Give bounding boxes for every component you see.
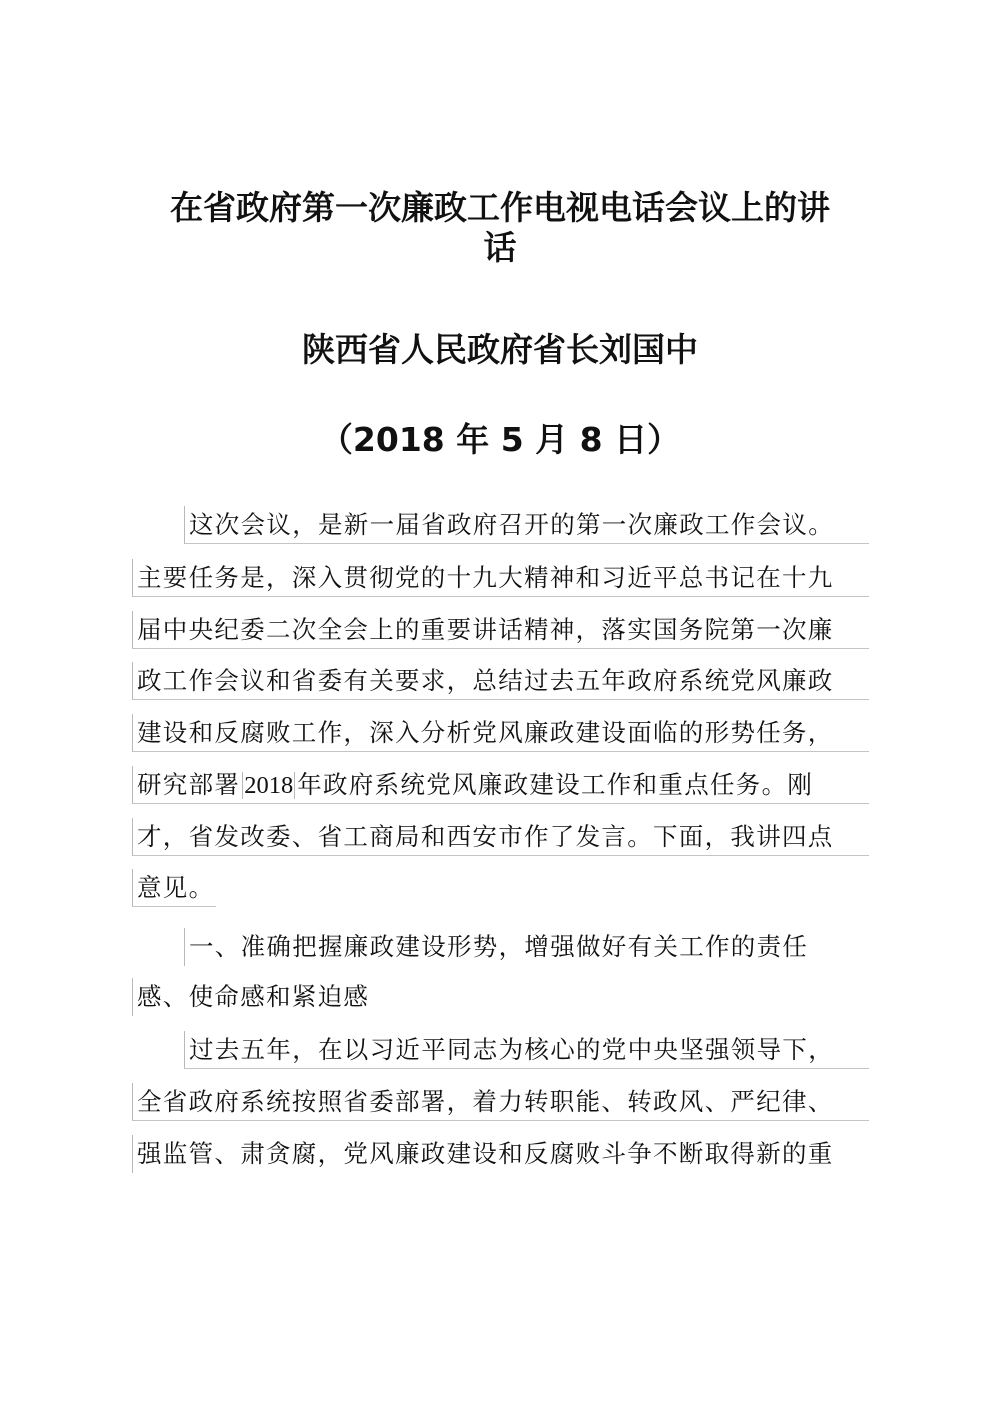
document-title-line2: 话 [483, 228, 517, 267]
paragraph1-line [132, 766, 869, 804]
document-author: 陕西省人民政府省长刘国中 [302, 330, 698, 369]
paragraph2-line: 强监管、肃贪腐，党风廉政建设和反腐败斗争不断取得新的重 [132, 1135, 869, 1173]
paragraph2-line: 全省政府系统按照省委部署，着力转职能、转政风、严纪律、 [132, 1083, 869, 1121]
paragraph1-line: 这次会议，是新一届省政府召开的第一次廉政工作会议。 [184, 506, 869, 544]
paragraph1-line: 才，省发改委、省工商局和西安市作了发言。下面，我讲四点 [132, 818, 869, 856]
paragraph1-line: 建设和反腐败工作，深入分析党风廉政建设面临的形势任务， [132, 714, 869, 752]
paragraph1-line6-after: 年政府系统党风廉政建设工作和重点任务。刚 [297, 770, 814, 799]
section-heading-line: 感、使命感和紧迫感 [132, 978, 869, 1016]
paragraph1-line: 政工作会议和省委有关要求，总结过去五年政府系统党风廉政 [132, 662, 869, 700]
paragraph1-line: 意见。 [132, 869, 216, 907]
paragraph1-line6-before: 研究部署 [137, 770, 241, 799]
paragraph1-line: 主要任务是，深入贯彻党的十九大精神和习近平总书记在十九 [132, 559, 869, 597]
document-date: （2018 年 5 月 8 日） [319, 420, 681, 459]
document-title-line1: 在省政府第一次廉政工作电视电话会议上的讲 [170, 188, 830, 227]
paragraph2-line: 过去五年，在以习近平同志为核心的党中央坚强领导下， [184, 1031, 869, 1069]
paragraph1-line6-year: 2018 [244, 772, 294, 799]
section-heading-line: 一、准确把握廉政建设形势，增强做好有关工作的责任 [184, 928, 869, 966]
paragraph1-line: 届中央纪委二次全会上的重要讲话精神，落实国务院第一次廉 [132, 611, 869, 649]
